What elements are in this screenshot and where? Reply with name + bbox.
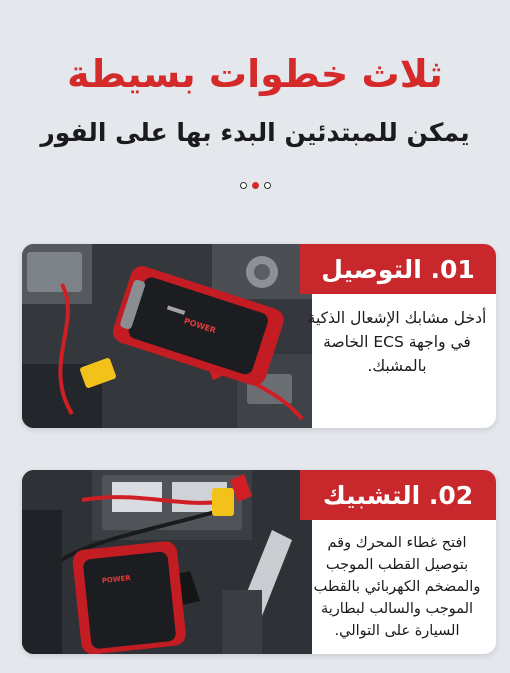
step-heading-connect: 01. التوصيل — [300, 244, 496, 294]
step-description-connect: أدخل مشابك الإشعال الذكية في واجهة ECS الخاصة بالمشبك. — [307, 309, 487, 375]
pager-dot[interactable] — [240, 182, 247, 189]
page-title: ثلاث خطوات بسيطة — [67, 52, 443, 96]
device-brand-label: POWER — [101, 574, 132, 586]
step-card-clamp — [22, 470, 496, 654]
step-photo-clamp — [22, 470, 312, 654]
pager-dot-active[interactable] — [252, 182, 259, 189]
page-subtitle: يمكن للمبتدئين البدء بها على الفور — [40, 118, 470, 147]
device-brand-label: POWER — [182, 316, 218, 336]
step-card-connect — [22, 244, 496, 428]
step-photo-connect — [22, 244, 312, 428]
pager-dot[interactable] — [264, 182, 271, 189]
carousel-pager — [0, 182, 510, 189]
step-heading-clamp: 02. التشبيك — [300, 470, 496, 520]
step-description-clamp: افتح غطاء المحرك وقم بتوصيل القطب الموجب والمضخم الكهربائي بالقطب الموجب والسالب لبطارية السيارة على التوالي. — [313, 535, 481, 639]
